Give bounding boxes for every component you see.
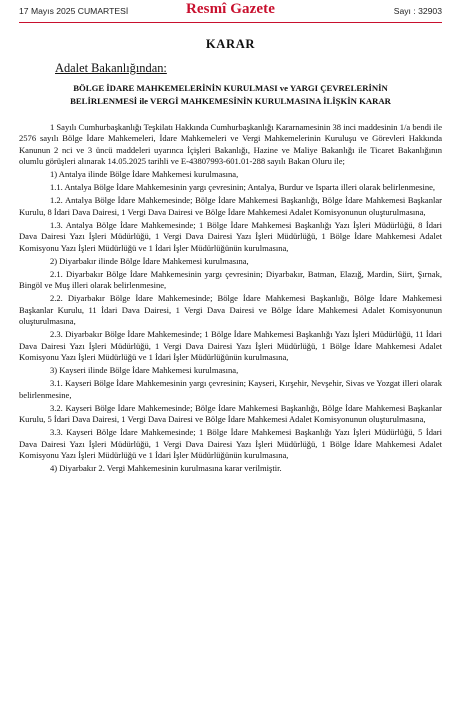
decision-title-line-1: BÖLGE İDARE MAHKEMELERİNİN KURULMASI ve YARGI ÇEVRELERİNİN bbox=[73, 83, 388, 93]
issue-number: Sayı : 32903 bbox=[393, 6, 442, 16]
decision-title bbox=[19, 82, 442, 108]
paragraph: 1.1. Antalya Bölge İdare Mahkemesinin yargı çevresinin; Antalya, Burdur ve Isparta illeri olarak belirlenmesine, bbox=[50, 182, 436, 193]
paragraph: 3) Kayseri ilinde Bölge İdare Mahkemesi kurulmasına, bbox=[50, 365, 239, 376]
paragraph: 2) Diyarbakır ilinde Bölge İdare Mahkemesi kurulmasına, bbox=[50, 255, 249, 266]
issue-date: 17 Mayıs 2025 CUMARTESİ bbox=[19, 6, 129, 16]
ministry-label: Adalet Bakanlığından: bbox=[55, 61, 167, 75]
paragraph: 2.1. Diyarbakır Bölge İdare Mahkemesinin yargı çevresinin; Diyarbakır, Batman, Elazığ, Mardin, Siirt, Şırnak, Bingöl ve Muş illeri olarak belirlenmesine, bbox=[19, 268, 442, 291]
gazette-title: Resmî Gazete bbox=[185, 1, 276, 17]
paragraph: 1.2. Antalya Bölge İdare Mahkemesinde; Bölge İdare Mahkemesi Başkanlığı, Bölge İdare Mahkemesi Başkanlar Kurulu, 8 İdari Dava Dairesi, 1 Vergi Dava Dairesi ve Bölge İdare Mahkemesi Adalet Komisyonunun oluşturulmasına, bbox=[19, 195, 442, 217]
paragraph: 1) Antalya ilinde Bölge İdare Mahkemesi kurulmasına, bbox=[50, 169, 239, 180]
decision-title-line-2: BELİRLENMESİ ile VERGİ MAHKEMESİNİN KURULMASINA İLİŞKİN KARAR bbox=[70, 95, 391, 106]
paragraph: 3.1. Kayseri Bölge İdare Mahkemesinin yargı çevresinin; Kayseri, Kırşehir, Nevşehir, Sivas ve Yozgat illeri olarak belirlenmesine, bbox=[19, 378, 442, 400]
paragraph: 3.2. Kayseri Bölge İdare Mahkemesinde; Bölge İdare Mahkemesi Başkanlığı, Bölge İdare Mahkemesi Başkanlar Kurulu, 5 İdari Dava Dairesi, 1 Vergi Dava Dairesi ve Bölge İdare Mahkemesi Adalet Komisyonunun oluşturulmasına, bbox=[19, 402, 442, 425]
paragraph: 4) Diyarbakır 2. Vergi Mahkemesinin kurulmasına karar verilmiştir. bbox=[50, 463, 282, 474]
paragraph: 2.2. Diyarbakır Bölge İdare Mahkemesinde; Bölge İdare Mahkemesi Başkanlığı, Bölge İdare Mahkemesi Başkanlar Kurulu, 11 İdari Dava Dairesi, 1 Vergi Dava Dairesi ve Bölge İdare Mahkemesi Adalet Komisyonunun oluşturulmasına, bbox=[19, 293, 442, 327]
issuing-ministry bbox=[55, 61, 442, 76]
paragraph: 1 Sayılı Cumhurbaşkanlığı Teşkilatı Hakkında Cumhurbaşkanlığı Kararnamesinin 38 inci maddesinin 1/a bendi ile 2576 sayılı Bölge İdare Mahkemeleri, İdare Mahkemeleri ve Vergi Mahkemelerinin Kuruluşu ve Görevleri Hakkında Kanunun 2 nci ve 3 üncü maddeleri uyarınca İçişleri Bakanlığı, Hazine ve Maliye Bakanlığı ile Ticaret Bakanlığının olumlu görüşleri alınarak 14.05.2025 tarihli ve E-43807993-601.01-288 sayılı Bakan Oluru ile; bbox=[19, 121, 442, 167]
section-heading: KARAR bbox=[205, 37, 256, 51]
masthead-divider bbox=[19, 22, 442, 23]
masthead bbox=[19, 0, 442, 23]
paragraph: 1.3. Antalya Bölge İdare Mahkemesinde; 1 Bölge İdare Mahkemesi Başkanlığı Yazı İşleri Müdürlüğü, 8 İdari Dava Dairesi Yazı İşleri Müdürlüğü, 1 Vergi Dava Dairesi Yazı İşleri Müdürlüğü, 1 Bölge İdare Mahkemesi Adalet Komisyonu Yazı İşleri Müdürlüğü ve 1 İdari İşler Müdürlüğünün kurulmasına, bbox=[19, 219, 442, 253]
decision-body bbox=[19, 122, 442, 475]
paragraph: 2.3. Diyarbakır Bölge İdare Mahkemesinde; 1 Bölge İdare Mahkemesi Başkanlığı Yazı İşleri Müdürlüğü, 11 İdari Dava Dairesi Yazı İşleri Müdürlüğü, 1 Vergi Dava Dairesi Yazı İşleri Müdürlüğü, 1 Bölge İdare Mahkemesi Adalet Komisyonu Yazı İşleri Müdürlüğü ve 1 İdari İşler Müdürlüğünün kurulmasına, bbox=[19, 329, 442, 363]
paragraph: 3.3. Kayseri Bölge İdare Mahkemesinde; 1 Bölge İdare Mahkemesi Başkanlığı Yazı İşleri Müdürlüğü, 5 İdari Dava Dairesi Yazı İşleri Müdürlüğü, 1 Vergi Dava Dairesi Yazı İşleri Müdürlüğü, 1 Bölge İdare Mahkemesi Adalet Komisyonu Yazı İşleri Müdürlüğü ve 1 İdari İşler Müdürlüğünün kurulmasına, bbox=[19, 427, 442, 461]
